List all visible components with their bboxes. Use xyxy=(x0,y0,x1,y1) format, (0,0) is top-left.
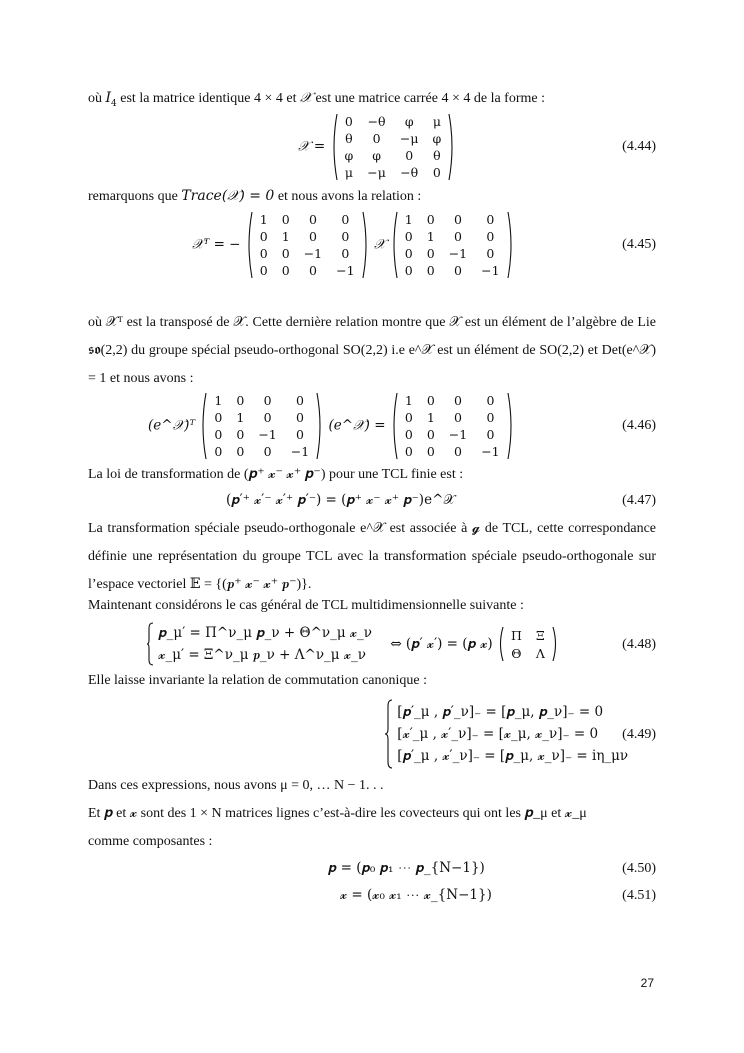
equation-number: (4.44) xyxy=(622,139,656,154)
matrix-cell: 0 xyxy=(281,246,290,261)
matrix-cell: 0 xyxy=(308,229,317,244)
equation-lhs: 𝒳ᵀ = − xyxy=(192,236,241,253)
equation-system xyxy=(397,701,628,767)
matrix-cell: 0 xyxy=(344,114,353,129)
matrix-cell: 0 xyxy=(486,410,495,425)
equation-4-49 xyxy=(384,699,628,769)
general-case-line: Maintenant considérons le cas général de TCL multidimensionnelle suivante : xyxy=(88,598,524,613)
equation-mid: (e^𝒳) = xyxy=(328,417,386,434)
matrix-cell: 1 xyxy=(426,410,435,425)
matrix-cell: 0 xyxy=(486,427,495,442)
matrix-cell: 0 xyxy=(426,212,435,227)
matrix-cell: −θ xyxy=(400,165,419,180)
matrix-cell: φ xyxy=(432,131,442,146)
matrix-cell: 1 xyxy=(426,229,435,244)
matrix-cell: 0 xyxy=(259,263,268,278)
equation-lhs: (e^𝒳)ᵀ xyxy=(148,417,196,434)
left-paren xyxy=(330,113,338,181)
matrix-cell: 1 xyxy=(281,229,290,244)
matrix-cell: −1 xyxy=(336,263,355,278)
matrix-cell: 0 xyxy=(259,229,268,244)
text-fragment: où xyxy=(88,91,102,106)
matrix-cell: −1 xyxy=(258,427,277,442)
matrix-cell: −μ xyxy=(367,165,386,180)
matrix-cell: 0 xyxy=(296,427,304,442)
text-fragment: est la matrice identique 4 × 4 et xyxy=(120,91,297,106)
matrix-body xyxy=(504,626,552,662)
intro-line xyxy=(88,90,545,109)
matrix-cell: 0 xyxy=(404,444,413,459)
right-paren xyxy=(552,626,559,662)
system-line: 𝒑_μ′ = Π^ν_μ 𝒑_ν + Θ^ν_μ 𝔁_ν xyxy=(158,625,373,641)
matrix-cell: φ xyxy=(344,148,354,163)
matrix-cell: 1 xyxy=(404,393,413,408)
matrix-cell: 0 xyxy=(404,263,413,278)
matrix-cell: 0 xyxy=(308,212,317,227)
matrix-body xyxy=(398,392,507,460)
text-fragment: est une matrice carrée 4 × 4 de la forme : xyxy=(315,91,545,106)
matrix-cell: 0 xyxy=(341,212,350,227)
transformation-law-line: La loi de transformation de (𝒑⁺ 𝔁⁻ 𝔁⁺ 𝒑⁻) pour une TCL finie est : xyxy=(88,467,464,482)
matrix xyxy=(245,211,370,279)
matrix-cell: 1 xyxy=(214,393,223,408)
matrix-cell: φ xyxy=(372,148,381,163)
right-paren xyxy=(448,113,456,181)
equation-4-48 xyxy=(146,622,559,666)
matrix-cell: 0 xyxy=(404,410,413,425)
matrix-cell: 0 xyxy=(214,444,223,459)
matrix-cell: 0 xyxy=(454,444,462,459)
equation-mid: ⇔ (𝒑′ 𝔁′) = (𝒑 𝔁) xyxy=(390,635,493,652)
matrix-cell: θ xyxy=(345,131,353,146)
equation-number: (4.46) xyxy=(622,418,656,433)
matrix xyxy=(390,211,515,279)
math-I: I xyxy=(105,90,112,106)
page-number: 27 xyxy=(640,976,654,990)
trace-line xyxy=(88,188,421,205)
matrix-cell: 0 xyxy=(404,229,413,244)
commutation-line: Elle laisse invariante la relation de commutation canonique : xyxy=(88,673,427,688)
left-paren xyxy=(245,211,253,279)
matrix-cell: 0 xyxy=(486,393,495,408)
matrix-cell: 0 xyxy=(426,444,435,459)
right-paren xyxy=(362,211,370,279)
matrix-cell: μ xyxy=(344,165,353,180)
matrix-cell: 0 xyxy=(454,410,462,425)
left-paren xyxy=(390,211,398,279)
matrix-body xyxy=(207,392,316,460)
matrix-cell: 1 xyxy=(259,212,268,227)
matrix-cell: Ξ xyxy=(535,627,545,643)
matrix-cell: 0 xyxy=(341,246,350,261)
left-paren xyxy=(199,392,207,460)
matrix-cell: μ xyxy=(432,114,441,129)
math-sub: 4 xyxy=(111,98,117,109)
system-line: [𝔁′_μ , 𝔁′_ν]₋ = [𝔁_μ, 𝔁_ν]₋ = 0 xyxy=(397,726,599,742)
matrix-cell: 0 xyxy=(453,229,462,244)
text-fragment: remarquons que xyxy=(88,189,178,204)
system-line: [𝒑′_μ , 𝔁′_ν]₋ = [𝒑_μ, 𝔁_ν]₋ = iη_μν xyxy=(397,748,629,764)
equation-4-46 xyxy=(148,392,515,460)
left-paren xyxy=(390,392,398,460)
matrix-cell: −1 xyxy=(448,246,468,261)
expressions-line: Dans ces expressions, nous avons μ = 0, … N − 1. . . xyxy=(88,778,384,793)
matrix-cell: 1 xyxy=(404,212,413,227)
right-paren xyxy=(507,211,515,279)
equation-4-44 xyxy=(298,113,456,181)
matrix-cell: 0 xyxy=(236,393,245,408)
matrix-cell: 0 xyxy=(454,393,462,408)
right-paren xyxy=(507,392,515,460)
text-fragment: et nous avons la relation : xyxy=(277,189,422,204)
left-paren xyxy=(497,626,504,662)
matrix-cell: 1 xyxy=(236,410,245,425)
right-paren xyxy=(316,392,324,460)
equation-number: (4.49) xyxy=(622,727,656,742)
matrix xyxy=(199,392,324,460)
equation-number: (4.48) xyxy=(622,637,656,652)
matrix-cell: −1 xyxy=(481,263,500,278)
matrix-cell: 0 xyxy=(372,131,381,146)
matrix-cell: θ xyxy=(433,148,441,163)
equation-mid: 𝒳 xyxy=(373,236,386,253)
system-line: 𝔁_μ′ = Ξ^ν_μ 𝒑_ν + Λ^ν_μ 𝔁_ν xyxy=(158,647,366,663)
matrix-cell: 0 xyxy=(453,212,462,227)
matrix-cell: 0 xyxy=(404,427,413,442)
matrix-cell: 0 xyxy=(426,246,435,261)
matrix-cell: 0 xyxy=(263,393,272,408)
matrix-cell: 0 xyxy=(341,229,350,244)
matrix-cell: 0 xyxy=(404,246,413,261)
matrix-cell: 0 xyxy=(405,148,414,163)
matrix-cell: 0 xyxy=(486,212,495,227)
matrix-body xyxy=(253,211,362,279)
matrix-cell: 0 xyxy=(426,393,435,408)
matrix xyxy=(497,626,559,662)
equation-number: (4.45) xyxy=(622,237,656,252)
matrix-cell: 0 xyxy=(236,427,245,442)
matrix xyxy=(330,113,457,181)
math-X: 𝒳 xyxy=(300,90,313,106)
equation-number: (4.47) xyxy=(622,493,656,508)
math-trace: Trace(𝒳) = 0 xyxy=(181,188,275,204)
components-line: comme composantes : xyxy=(88,834,213,849)
matrix-cell: Π xyxy=(510,627,522,643)
matrix-cell: −μ xyxy=(399,131,419,146)
equation-4-47: (𝒑′⁺ 𝔁′⁻ 𝔁′⁺ 𝒑′⁻) = (𝒑⁺ 𝔁⁻ 𝔁⁺ 𝒑⁻)e^𝒳 xyxy=(226,492,455,508)
paragraph-representation: La transformation spéciale pseudo-orthogonale e^𝒳 est associée à 𝓰 de TCL, cette correspondance définie une représentation du groupe TCL avec la transformation spéciale pseudo-orthogonale sur l’espace vectoriel 𝔼 = {(𝒑⁺ 𝔁⁻ 𝔁⁺ 𝒑⁻)}. xyxy=(88,521,656,592)
equation-4-51: 𝔁 = (𝔁₀ 𝔁₁ ⋯ 𝔁_{N−1}) xyxy=(340,887,492,903)
matrix-cell: 0 xyxy=(453,263,462,278)
matrix-cell: 0 xyxy=(281,263,290,278)
matrix-cell: 0 xyxy=(259,246,268,261)
matrix-cell: 0 xyxy=(426,263,435,278)
matrix-cell: −1 xyxy=(481,444,500,459)
equation-lhs: 𝒳 = xyxy=(298,138,326,155)
matrix-cell: 0 xyxy=(432,165,441,180)
matrix-body xyxy=(398,211,507,279)
matrix-body xyxy=(338,113,449,181)
matrix-cell: 0 xyxy=(236,444,245,459)
system-line: [𝒑′_μ , 𝒑′_ν]₋ = [𝒑_μ, 𝒑_ν]₋ = 0 xyxy=(397,704,604,720)
equation-4-45 xyxy=(192,211,515,279)
equation-number: (4.50) xyxy=(622,861,656,876)
left-brace xyxy=(384,699,393,769)
paragraph-lie-algebra: où 𝒳ᵀ est la transposé de 𝒳. Cette dernière relation montre que 𝒳 est un élément de l’algèbre de Lie 𝖘𝖔(2,2) du groupe spécial pseudo-orthogonal SO(2,2) i.e e^𝒳 est un élément de SO(2,2) et Det(e^𝒳) = 1 et nous avons : xyxy=(88,315,656,386)
matrix-cell: Θ xyxy=(511,645,522,661)
matrix-cell: 0 xyxy=(486,229,495,244)
matrix-cell: 0 xyxy=(214,427,223,442)
matrix-cell: 0 xyxy=(214,410,223,425)
matrix-cell: 0 xyxy=(263,410,272,425)
matrix-cell: −θ xyxy=(367,114,386,129)
matrix-cell: −1 xyxy=(303,246,323,261)
equation-4-50: 𝒑 = (𝒑₀ 𝒑₁ ⋯ 𝒑_{N−1}) xyxy=(328,860,485,876)
matrix-cell: Λ xyxy=(535,645,545,661)
matrix xyxy=(390,392,515,460)
matrix-cell: −1 xyxy=(448,427,468,442)
matrix-cell: 0 xyxy=(296,410,304,425)
matrix-cell: 0 xyxy=(308,263,317,278)
matrix-cell: 0 xyxy=(426,427,435,442)
matrix-cell: 0 xyxy=(296,393,304,408)
matrix-cell: 0 xyxy=(263,444,272,459)
equation-number: (4.51) xyxy=(622,888,656,903)
matrix-cell: φ xyxy=(404,114,414,129)
covectors-line: Et 𝒑 et 𝔁 sont des 1 × N matrices lignes c’est-à-dire les covecteurs qui ont les 𝒑_μ et 𝔁_μ xyxy=(88,806,587,821)
equation-system xyxy=(158,622,372,666)
matrix-cell: 0 xyxy=(486,246,495,261)
left-brace xyxy=(146,622,154,666)
matrix-cell: 0 xyxy=(281,212,290,227)
matrix-cell: −1 xyxy=(290,444,310,459)
